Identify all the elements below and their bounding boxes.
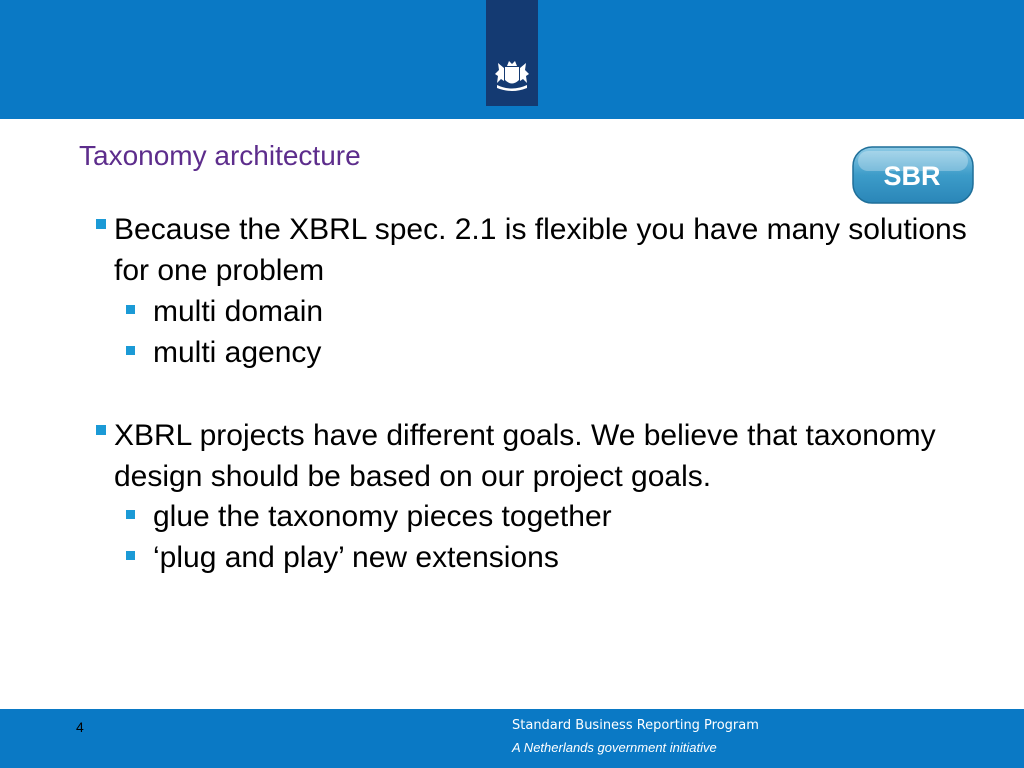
sub-bullet-2-1: [126, 496, 976, 537]
sub-bullet-2-1-text: glue the taxonomy pieces together: [153, 500, 612, 533]
square-bullet-icon: [96, 219, 106, 229]
sbr-logo-text: SBR: [883, 161, 941, 191]
emblem-tab: [486, 0, 538, 106]
slide-title: Taxonomy architecture: [79, 140, 361, 171]
footer-tagline: A Netherlands government initiative: [512, 740, 717, 755]
coat-of-arms-icon: [488, 50, 536, 98]
sbr-logo: [852, 146, 974, 204]
sub-bullet-1-2: [126, 332, 976, 373]
sub-bullet-1-1-text: multi domain: [153, 295, 324, 328]
page-number: 4: [76, 719, 84, 735]
sub-bullet-2-2: [126, 537, 976, 578]
square-bullet-icon: [126, 346, 135, 355]
square-bullet-icon: [126, 305, 135, 314]
square-bullet-icon: [96, 425, 106, 435]
sub-bullet-1-1: [126, 291, 976, 332]
bullet-2: [96, 415, 986, 497]
square-bullet-icon: [126, 510, 135, 519]
footer-program-name: Standard Business Reporting Program: [512, 718, 759, 733]
sub-bullet-2-2-text: ‘plug and play’ new extensions: [153, 541, 559, 574]
bullet-1-text: Because the XBRL spec. 2.1 is flexible you have many solutions for one problem: [114, 213, 967, 287]
bullet-1: [96, 209, 986, 291]
square-bullet-icon: [126, 551, 135, 560]
bullet-2-text: XBRL projects have different goals. We believe that taxonomy design should be based on our project goals.: [114, 419, 936, 493]
sub-bullet-1-2-text: multi agency: [153, 336, 322, 369]
